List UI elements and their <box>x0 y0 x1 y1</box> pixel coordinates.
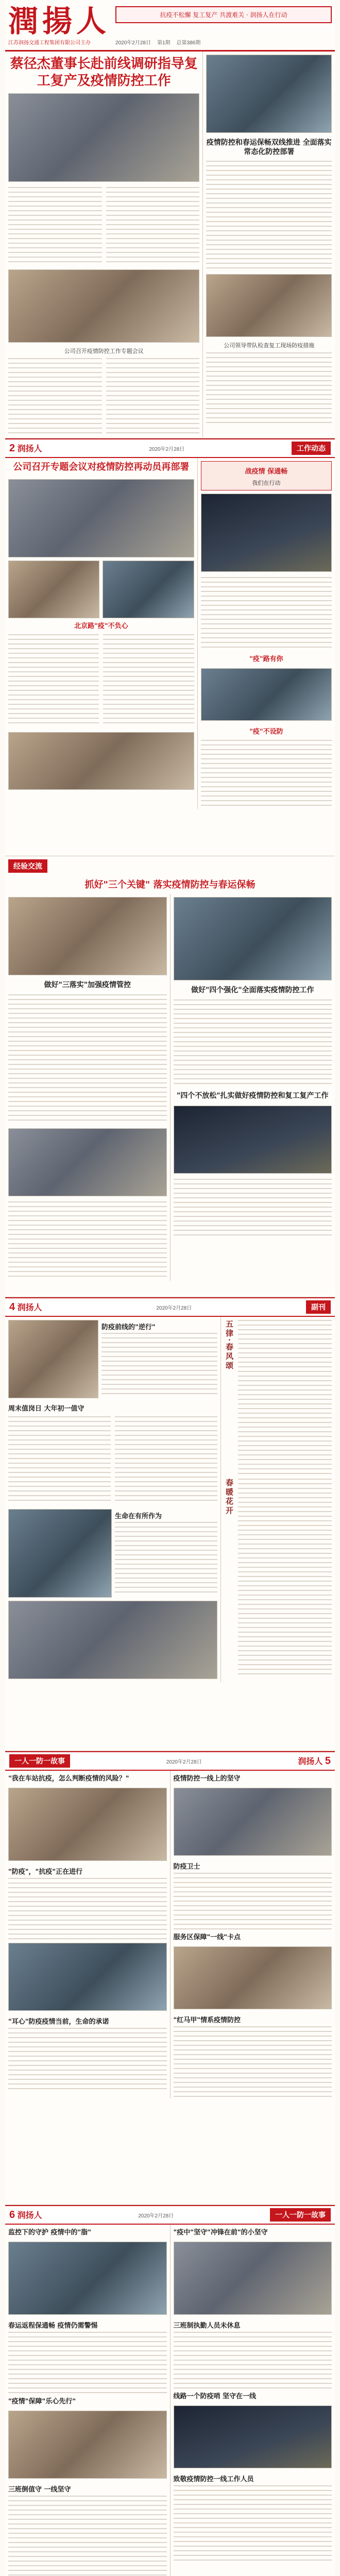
page-6 <box>5 2205 335 2576</box>
page2-photo-d <box>201 668 332 721</box>
page6-section: 一人一防一故事 <box>270 2208 331 2222</box>
page2-photo-night <box>201 494 332 572</box>
page2-headline: 公司召开专题会议对疫情防控再动员再部署 <box>13 462 190 472</box>
page6-photo-d <box>174 2405 332 2468</box>
page5-number: 5 <box>325 1755 331 1767</box>
page1-photo-side <box>206 55 332 133</box>
page6-number: 6 <box>9 2209 15 2221</box>
page2-sub-a: 我们在行动 <box>252 480 281 486</box>
page2-date: 2020年2月28日 <box>149 446 185 452</box>
page5-story-a: "我在车站抗疫，怎么判断疫情的风险？" <box>8 1775 129 1783</box>
page4-label: 润扬人 <box>17 1303 42 1312</box>
page2-photo-meeting <box>8 479 194 557</box>
page4-section: 副刊 <box>306 1300 331 1314</box>
page6-banner <box>5 2205 335 2225</box>
page6-story-h: 致敬疫情防控一线工作人员 <box>173 2476 254 2483</box>
page6-photo-c <box>174 2242 332 2315</box>
page3-sub-c: "四个不放松"扎实做好疫情防控和复工复产工作 <box>176 1091 329 1100</box>
masthead-meta <box>115 38 332 46</box>
page1-caption-a: 公司召开疫情防控工作专题会议 <box>64 348 144 354</box>
page3-photo-a <box>8 897 167 975</box>
front-page <box>5 0 335 438</box>
page4-photo-a <box>8 1320 98 1398</box>
page3-sub-b: 做好"四个强化"全面落实疫情防控工作 <box>191 986 314 995</box>
page5-photo-c <box>174 1788 332 1856</box>
page1-side-headline: 疫情防控和春运保畅双线推进 全面落实常态化防控部署 <box>206 139 332 157</box>
page2-banner <box>5 438 335 458</box>
masthead <box>5 0 335 52</box>
page6-story-b: 春运返程保通畅 疫情仍需警惕 <box>8 2322 98 2330</box>
page5-section: 一人一防一故事 <box>9 1754 70 1768</box>
page6-photo-a <box>8 2242 167 2315</box>
page5-story-g: "红马甲"情系疫情防控 <box>173 2016 241 2024</box>
page2-callout <box>201 461 332 490</box>
page1-caption-b: 公司领导带队检查复工现场防疫措施 <box>224 342 315 349</box>
page6-story-d: 三班倒值守 一线坚守 <box>8 2486 71 2494</box>
page2-photo-c <box>8 732 194 790</box>
issue-no: 第1期 <box>157 40 171 46</box>
page-3 <box>5 856 335 1297</box>
page3-photo-d <box>174 1106 332 1174</box>
page5-story-f: 服务区保障"一线"卡点 <box>173 1934 241 1941</box>
page1-photo-meeting <box>8 269 199 343</box>
page2-quote-a: 战疫情 保通畅 <box>245 468 288 476</box>
page1-photo-check <box>206 274 332 337</box>
page5-story-c: "耳心"防疫疫情当前，生命的承诺 <box>8 2018 109 2026</box>
page6-story-e: "疫中"坚守"冲锋在前"的小坚守 <box>173 2229 268 2236</box>
page5-date: 2020年2月28日 <box>166 1759 202 1765</box>
page3-photo-c <box>174 897 332 980</box>
issue-date: 2020年2月28日 <box>115 40 151 46</box>
page5-banner <box>5 1751 335 1771</box>
page4-photo-b <box>8 1509 112 1598</box>
page-5 <box>5 1751 335 2205</box>
page2-photo-b <box>103 561 194 618</box>
page4-title-c: 生命在有所作为 <box>115 1513 162 1520</box>
page3-photo-b <box>8 1128 167 1196</box>
page2-quote-d: "疫"不设防 <box>249 728 283 736</box>
page2-section: 工作动态 <box>292 442 331 455</box>
page4-side-a: 五律·春风颂 <box>225 1320 234 1371</box>
page1-headline: 蔡径杰董事长赴前线调研指导复工复产及疫情防控工作 <box>10 56 198 89</box>
page6-photo-b <box>8 2411 167 2479</box>
page6-story-g: 线路一个防疫哨 坚守在一线 <box>173 2393 257 2400</box>
page2-quote-c: "疫"路有你 <box>249 655 283 663</box>
page4-number: 4 <box>9 1301 15 1313</box>
page5-photo-d <box>174 1946 332 2009</box>
page4-side-b: 春暖花开 <box>225 1479 234 1516</box>
page6-label: 润扬人 <box>17 2211 42 2220</box>
page2-quote-b: 北京路"疫"不负心 <box>74 622 128 631</box>
page3-tag: 经验交流 <box>8 859 47 873</box>
page5-label: 润扬人 <box>298 1757 323 1766</box>
masthead-promo: 抗疫不松懈 复工复产 共渡难关 · 润扬人在行动 <box>115 6 332 23</box>
page2-number: 2 <box>9 443 15 454</box>
page3-sub-a: 做好"三落实"加强疫情管控 <box>44 981 131 990</box>
page4-banner <box>5 1297 335 1317</box>
page5-photo-a <box>8 1788 167 1861</box>
page1-photo-main <box>8 93 199 182</box>
page-2 <box>5 438 335 856</box>
page2-photo-a <box>8 561 99 618</box>
page5-story-e: 防疫卫士 <box>173 1863 200 1871</box>
page6-story-c: "疫情"保障"乐心先行" <box>8 2398 76 2405</box>
masthead-brand: 潤揚人 <box>8 4 111 39</box>
page6-date: 2020年2月28日 <box>138 2213 174 2219</box>
page4-photo-c <box>8 1601 217 1679</box>
page5-story-b: "防疫"，"抗疫"正在进行 <box>8 1868 83 1876</box>
page5-photo-b <box>8 1943 167 2011</box>
issue-total: 总第386期 <box>176 40 201 46</box>
page-4 <box>5 1297 335 1751</box>
page6-story-f: 三班制执勤人员未休息 <box>173 2322 241 2330</box>
page4-title-a: 防疫前线的"逆行" <box>101 1324 156 1331</box>
page3-headline: 抓好"三个关键" 落实疫情防控与春运保畅 <box>84 879 256 890</box>
page4-title-b: 周末值岗日 大年初一值守 <box>8 1405 84 1413</box>
page5-story-d: 疫情防控一线上的坚守 <box>173 1775 241 1783</box>
masthead-sub: 江苏润扬交通工程集团有限公司主办 <box>8 40 91 46</box>
page2-label: 润扬人 <box>17 445 42 453</box>
page6-story-a: 监控下的守护 疫情中的"脂" <box>8 2229 92 2236</box>
page4-date: 2020年2月28日 <box>156 1305 192 1311</box>
